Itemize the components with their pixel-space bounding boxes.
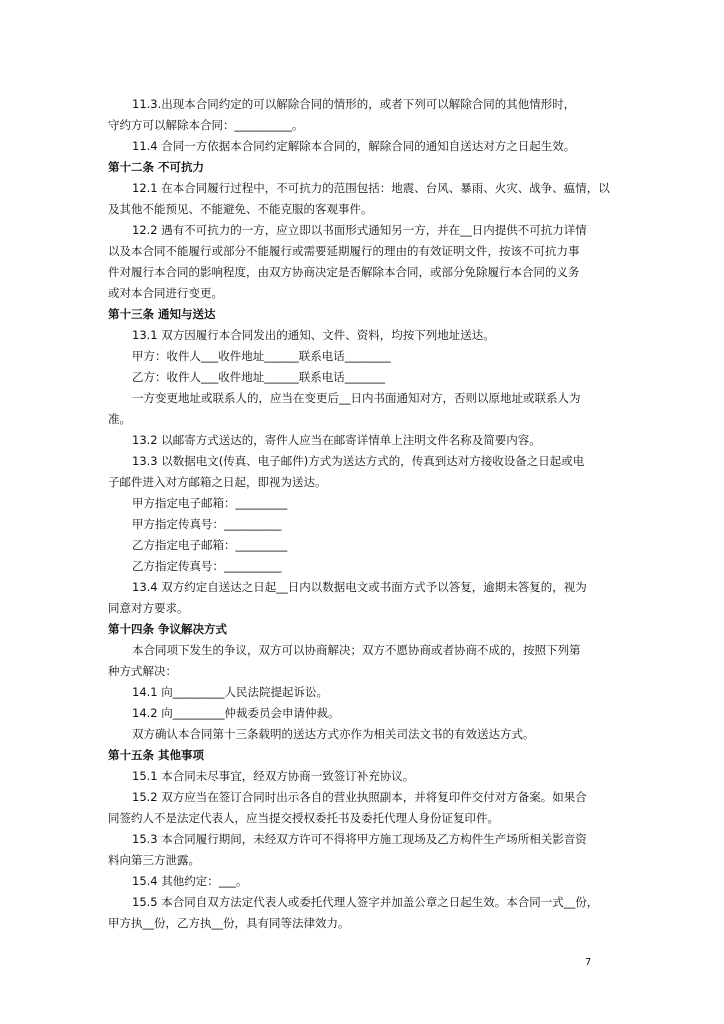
text-line: 15.3 本合同履行期间，未经双方许可不得将甲方施工现场及乙方构件生产场所相关影音资 [132,832,587,846]
text-line: 13.4 双方约定自送达之日起__日内以数据电文或书面方式予以答复，逾期未答复的，视为 [132,580,587,594]
text-line: 本合同项下发生的争议，双方可以协商解决；双方不愿协商或者协商不成的，按照下列第 [132,643,581,657]
text-line: 双方确认本合同第十三条载明的送达方式亦作为相关司法文书的有效送达方式。 [132,727,535,741]
text-line: 甲方指定传真号：__________ [132,517,282,531]
text-line: 准。 [108,412,131,426]
text-line: 及其他不能预见、不能避免、不能克服的客观事件。 [108,202,373,216]
text-line: 乙方：收件人___收件地址______联系电话_______ [132,370,385,384]
text-line: 子邮件进入对方邮箱之日起，即视为送达。 [108,475,327,489]
section-heading: 第十三条 通知与送达 [108,307,216,321]
text-line: 甲方：收件人___收件地址______联系电话________ [132,349,391,363]
document-body [108,94,620,934]
text-line: 15.2 双方应当在签订合同时出示各自的营业执照副本，并将复印件交付对方备案。如果合 [132,790,587,804]
text-line: 12.1 在本合同履行过程中，不可抗力的范围包括：地震、台风、暴雨、火灾、战争、瘟情，以 [132,181,610,195]
text-line: 12.2 遇有不可抗力的一方，应立即以书面形式通知另一方，并在__日内提供不可抗力详情 [132,223,587,237]
text-line: 乙方指定电子邮箱：_________ [132,538,288,552]
text-line: 守约方可以解除本合同：__________。 [108,118,304,132]
text-line: 14.2 向_________仲裁委员会申请仲裁。 [132,706,340,720]
text-line: 甲方执__份，乙方执__份，具有同等法律效力。 [108,916,350,930]
text-line: 14.1 向_________人民法院提起诉讼。 [132,685,329,699]
text-line: 甲方指定电子邮箱：_________ [132,496,288,510]
section-heading: 第十二条 不可抗力 [108,160,205,174]
text-line: 13.1 双方因履行本合同发出的通知、文件、资料，均按下列地址送达。 [132,328,495,342]
page-number: 7 [585,957,592,968]
text-line: 件对履行本合同的影响程度，由双方协商决定是否解除本合同，或部分免除履行本合同的义务 [108,265,580,279]
text-line: 11.4 合同一方依据本合同约定解除本合同的，解除合同的通知自送达对方之日起生效。 [132,139,576,153]
text-line: 或对本合同进行变更。 [108,286,223,300]
text-line: 乙方指定传真号：__________ [132,559,282,573]
text-line: 同签约人不是法定代表人，应当提交授权委托书及委托代理人身份证复印件。 [108,811,499,825]
section-heading: 第十四条 争议解决方式 [108,622,228,636]
text-line: 13.3 以数据电文(传真、电子邮件)方式为送达方式的，传真到达对方接收设备之日起或电 [132,454,585,468]
text-line: 以及本合同不能履行或部分不能履行或需要延期履行的理由的有效证明文件，按该不可抗力事 [108,244,580,258]
text-line: 15.1 本合同未尽事宜，经双方协商一致签订补充协议。 [132,769,415,783]
text-line: 11.3.出现本合同约定的可以解除合同的情形的，或者下列可以解除合同的其他情形时， [132,97,576,111]
text-line: 15.5 本合同自双方法定代表人或委托代理人签字并加盖公章之日起生效。本合同一式__份， [132,895,599,909]
text-line: 一方变更地址或联系人的，应当在变更后__日内书面通知对方，否则以原地址或联系人为 [132,391,581,405]
text-line: 同意对方要求。 [108,601,189,615]
text-line: 料向第三方泄露。 [108,853,200,867]
text-line: 种方式解决： [108,664,177,678]
section-heading: 第十五条 其他事项 [108,748,205,762]
text-line: 13.2 以邮寄方式送达的，寄件人应当在邮寄详情单上注明文件名称及简要内容。 [132,433,541,447]
text-line: 15.4 其他约定：___。 [132,874,248,888]
